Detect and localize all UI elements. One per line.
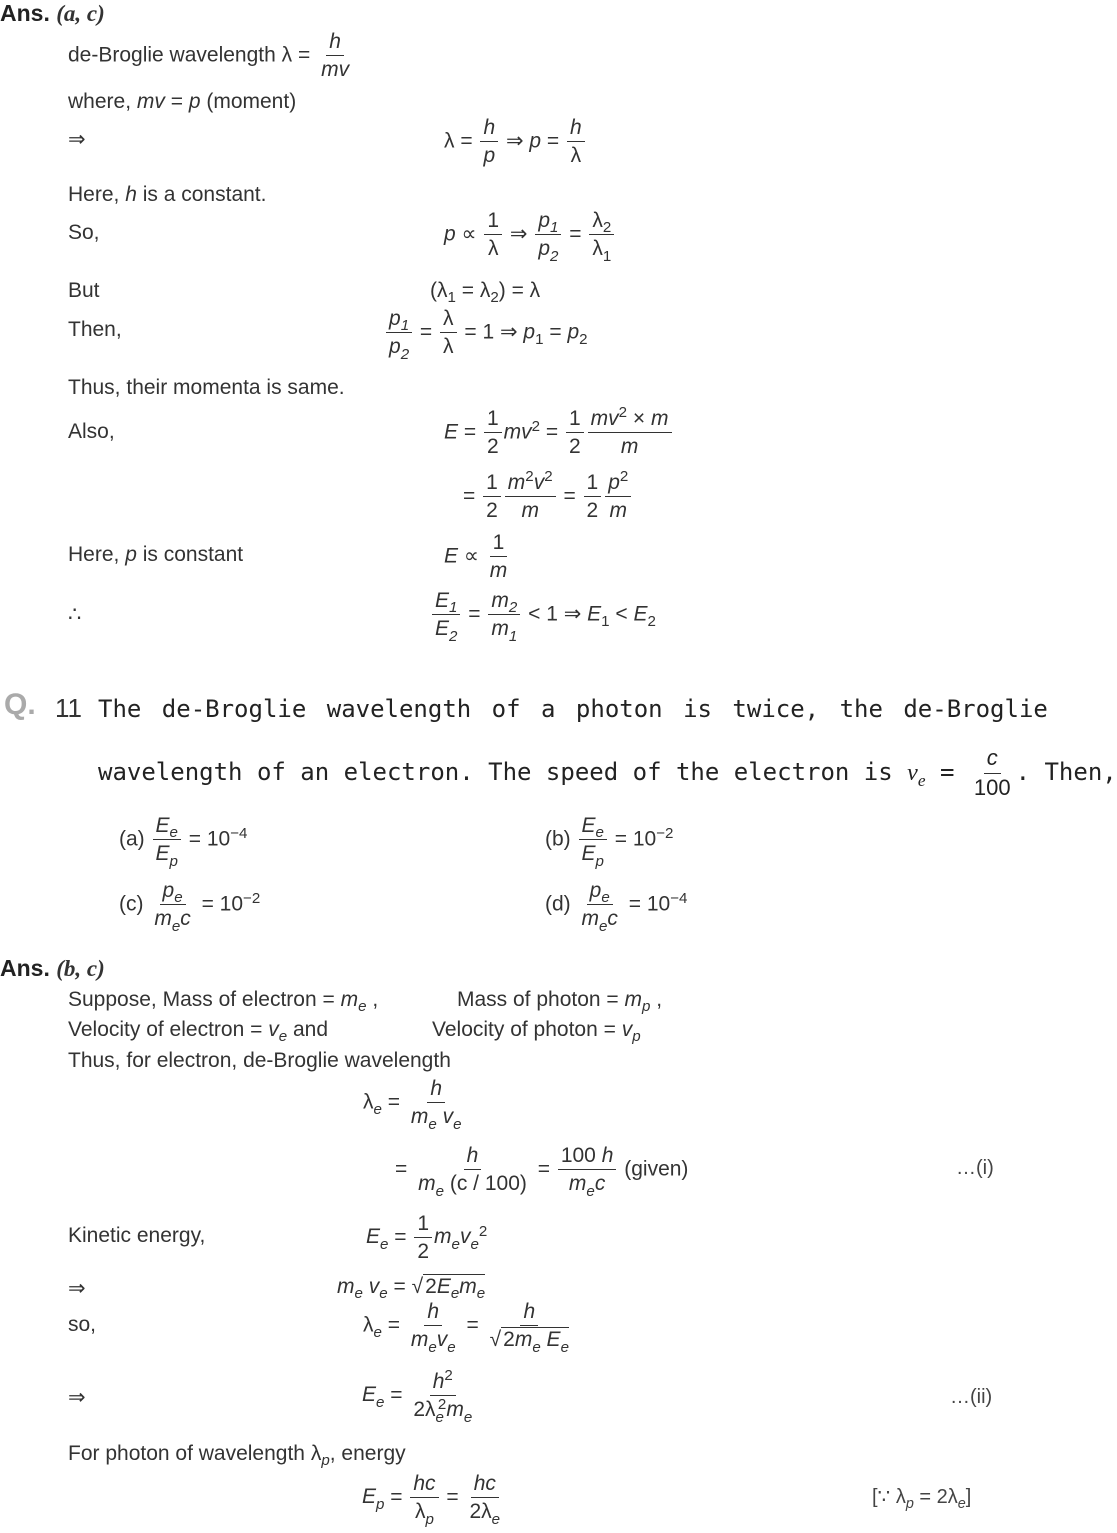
option-label: (d) bbox=[545, 892, 571, 916]
text: (moment) bbox=[206, 90, 297, 113]
option-label: (c) bbox=[119, 892, 144, 916]
photon-energy-equation: $E_p$ = $\frac{hc}{\lambda_p}$ = $\frac{hc}{2\lambda_e}$ bbox=[362, 1472, 501, 1528]
implies-arrow: ⇒ bbox=[68, 128, 86, 151]
option-label: (b) bbox=[545, 827, 571, 851]
h-constant: Here, h is a constant. bbox=[68, 183, 267, 206]
exponent: −4 bbox=[230, 824, 248, 842]
text: wavelength of an electron. The speed of the electron is bbox=[98, 758, 893, 787]
option-label: (a) bbox=[119, 827, 145, 851]
kinetic-energy-equation: $E_e$ = $\frac{1}{2}$ $m_ev_e^2$ bbox=[366, 1212, 488, 1264]
text: de-Broglie wavelength bbox=[68, 43, 276, 67]
velocity-photon: Velocity of photon = $v_p$ bbox=[432, 1018, 641, 1046]
text: is constant bbox=[142, 543, 244, 566]
question-text-line-1: The de-Broglie wavelength of a photon is twice, the de-Broglie bbox=[98, 695, 1048, 723]
text: ] bbox=[965, 1486, 972, 1508]
equation-tag-2: …(ii) bbox=[950, 1386, 993, 1408]
p-constant: Here, p is constant bbox=[68, 543, 244, 566]
text: Mass of photon = bbox=[457, 988, 619, 1011]
momentum-sqrt-equation: $m_e$ $v_e = √2E_em_e$ bbox=[337, 1275, 486, 1303]
answer-options: (a, c) bbox=[56, 1, 105, 26]
option-d: (d) $\frac{p_e}{m_ec}$ = $10^{-4}$ bbox=[545, 879, 688, 935]
mass-photon: Mass of photon = $m_p$ , bbox=[457, 988, 663, 1016]
text: (given) bbox=[624, 1157, 689, 1181]
because-condition: [∵ $\lambda_p = 2\lambda_e$] bbox=[872, 1486, 972, 1513]
answer-options: (b, c) bbox=[56, 956, 105, 981]
lambda-e-given: = $\frac{h}{m_e (c / 100)}$ = $\frac{100 h}{m_ec}$ (given) bbox=[395, 1144, 689, 1200]
proportional-equation: p ∝ $\frac{1}{\lambda}$ ⇒ $\frac{p_1}{p_2}$ = $\frac{\lambda_2}{\lambda_1}$ bbox=[444, 207, 616, 263]
exponent: −4 bbox=[670, 889, 688, 907]
suppose-mass-electron: Suppose, Mass of electron = $m_e$ , bbox=[68, 988, 379, 1016]
answer-label: Ans. bbox=[0, 0, 50, 26]
so-label: So, bbox=[68, 221, 100, 244]
energy-ratio: $\frac{E_1}{E_2}$ = $\frac{m_2}{m_1}$ < 1 ⇒ $E_1 < E_2$ bbox=[430, 587, 656, 643]
kinetic-energy-label: Kinetic energy, bbox=[68, 1224, 206, 1247]
answer-heading-1 bbox=[0, 2, 105, 25]
text: and bbox=[292, 1018, 329, 1041]
energy-equation-2: = $\frac{1}{2}$ $\frac{m^2v^2}{m}$ = $\frac{1}{2}$ $\frac{p^2}{m}$ bbox=[463, 469, 633, 525]
text: 100 bbox=[973, 774, 1011, 800]
implies-arrow-2: ⇒ bbox=[68, 1277, 86, 1300]
exponent: −2 bbox=[656, 824, 674, 842]
velocity-electron: Velocity of electron = $v_e$ and bbox=[68, 1018, 329, 1046]
option-a: (a) $\frac{E_e}{E_p}$ = $10^{-4}$ bbox=[119, 814, 248, 870]
momenta-same: Thus, their momenta is same. bbox=[68, 376, 345, 399]
option-c: (c) $\frac{p_e}{m_ec}$ = $10^{-2}$ bbox=[119, 879, 261, 935]
energy-electron-equation: $E_e$ = $\frac{h^2}{2\lambda_e^2m_e}$ bbox=[362, 1367, 473, 1426]
equation-tag-1: …(i) bbox=[956, 1157, 994, 1179]
therefore-symbol: ∴ bbox=[68, 603, 82, 626]
question-number: 11 bbox=[55, 693, 82, 723]
text: Suppose, Mass of electron = bbox=[68, 988, 335, 1011]
momentum-line: where, mv = p (moment) bbox=[68, 90, 297, 113]
answer-heading-2 bbox=[0, 957, 105, 980]
text: = 2λ bbox=[919, 1486, 958, 1508]
lambda-equation: λ = $\frac{h}{p}$ ⇒ p = $\frac{h}{\lambda}$ bbox=[444, 114, 587, 170]
question-text-line-2: wavelength of an electron. The speed of the electron is $v_e$ = $\frac{c}{100}$ . Then, bbox=[98, 744, 1117, 802]
text: Here, bbox=[68, 183, 120, 206]
text: . Then, bbox=[1015, 758, 1117, 787]
fraction: $\frac{h}{mv}$ bbox=[321, 30, 350, 82]
text: where, bbox=[68, 90, 132, 113]
question-marker: Q. bbox=[4, 688, 36, 721]
also-label: Also, bbox=[68, 420, 115, 443]
but-label: But bbox=[68, 279, 100, 302]
text: , energy bbox=[329, 1442, 406, 1465]
momentum-ratio: $\frac{p_1}{p_2}$ = $\frac{\lambda}{\lambda}$ = 1 ⇒ $p_1 = p_2$ bbox=[384, 305, 588, 361]
text: For photon of wavelength bbox=[68, 1442, 305, 1465]
photon-energy-intro: For photon of wavelength $\lambda_p$, energy bbox=[68, 1442, 406, 1470]
then-label: Then, bbox=[68, 318, 122, 341]
text: Velocity of photon = bbox=[432, 1018, 616, 1041]
lambda-e-equation: $\lambda_e$ = $\frac{h}{m_e v_e}$ bbox=[363, 1077, 462, 1133]
implies-arrow-3: ⇒ bbox=[68, 1386, 86, 1409]
electron-wavelength-intro: Thus, for electron, de-Broglie wavelength bbox=[68, 1049, 451, 1072]
debroglie-definition: de-Broglie wavelength λ = $\frac{h}{mv}$ bbox=[68, 28, 354, 84]
text: Velocity of electron = bbox=[68, 1018, 263, 1041]
energy-equation-1: E = $\frac{1}{2}$ $mv^2$ = $\frac{1}{2}$ $\frac{mv^2 \times m}{m}$ bbox=[444, 405, 674, 461]
text: Here, bbox=[68, 543, 120, 566]
so-label-2: so, bbox=[68, 1313, 97, 1336]
answer-label: Ans. bbox=[0, 955, 50, 981]
text: [∵ λ bbox=[872, 1486, 906, 1508]
lambda-e-sqrt: $\lambda_e$ = $\frac{h}{m_ev_e}$ = $\frac{h}{√2m_e E_e}$ bbox=[363, 1300, 569, 1356]
text: is a constant. bbox=[142, 183, 267, 206]
energy-proportional: E ∝ $\frac{1}{m}$ bbox=[444, 531, 508, 583]
equal-lambda: $(\lambda_1 = \lambda_2) = \lambda$ bbox=[430, 279, 541, 307]
option-b: (b) $\frac{E_e}{E_p}$ = $10^{-2}$ bbox=[545, 814, 674, 870]
exponent: −2 bbox=[243, 889, 261, 907]
